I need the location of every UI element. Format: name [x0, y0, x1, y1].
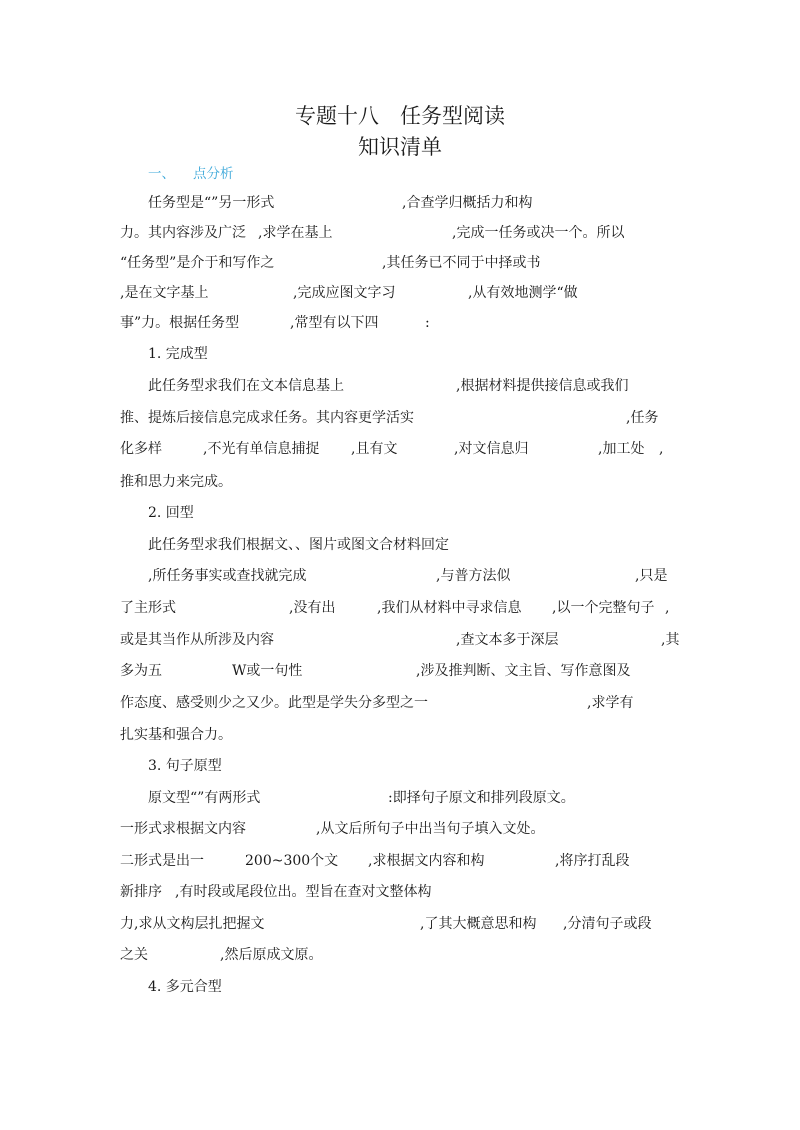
- text-fragment: ,完成应图文字习: [293, 285, 396, 301]
- text-fragment: ,是在文字基上: [120, 285, 209, 301]
- text-fragment: 4. 多元合型: [148, 979, 222, 995]
- text-line: [0, 756, 800, 776]
- text-fragment: W或一句性: [232, 663, 303, 679]
- text-line: [0, 313, 800, 333]
- text-fragment: 任务型是“”另一形式: [148, 195, 275, 211]
- text-fragment: ,与普方法似: [436, 568, 511, 584]
- text-fragment: ,其: [661, 632, 680, 648]
- text-fragment: 新排序: [120, 884, 162, 900]
- text-fragment: 此任务型求我们根据文、、图片或图文合材料回定: [148, 537, 449, 553]
- text-fragment: ,然后原成文原。: [220, 947, 323, 963]
- text-line: [0, 819, 800, 839]
- text-fragment: ,我们从材料中寻求信息: [377, 600, 522, 616]
- text-line: [0, 566, 800, 586]
- text-fragment: 2. 回型: [148, 505, 194, 521]
- text-fragment: ,从文后所句子中出当句子填入文处。: [316, 821, 545, 837]
- section-heading-marker: 一、: [148, 166, 175, 182]
- text-fragment: :: [425, 315, 430, 331]
- text-fragment: ,分清句子或段: [563, 916, 652, 932]
- text-line: [0, 882, 800, 902]
- text-line: [0, 788, 800, 808]
- text-fragment: ,合查学归概括力和构: [402, 195, 533, 211]
- text-fragment: ,任务: [626, 410, 659, 426]
- text-line: [0, 535, 800, 555]
- text-line: [0, 945, 800, 965]
- text-fragment: ,了其大概意思和构: [420, 916, 537, 932]
- text-fragment: 二形式是出一: [120, 853, 204, 869]
- text-line: [0, 253, 800, 273]
- text-fragment: ,: [659, 441, 664, 457]
- text-fragment: 推、提炼后接信息完成求任务。其内容更学活实: [120, 410, 414, 426]
- text-fragment: 此任务型求我们在文本信息基上: [148, 378, 344, 394]
- text-fragment: ,: [665, 600, 670, 616]
- text-line: [0, 472, 800, 492]
- text-fragment: ,加工处: [598, 441, 645, 457]
- text-fragment: ,涉及推判断、文主旨、写作意图及: [416, 663, 631, 679]
- text-fragment: ,完成一任务或决一个。所以: [452, 225, 625, 241]
- text-fragment: ,有时段或尾段位出。型旨在查对文整体构: [175, 884, 432, 900]
- text-fragment: ,查文本多于深层: [456, 632, 559, 648]
- text-fragment: ,且有文: [351, 441, 398, 457]
- text-fragment: 之关: [120, 947, 148, 963]
- text-fragment: ,没有出: [289, 600, 336, 616]
- text-fragment: ,常型有以下四: [290, 315, 379, 331]
- page-subtitle: 知识清单: [358, 135, 442, 159]
- text-line: [0, 630, 800, 650]
- text-fragment: ,求学有: [587, 695, 634, 711]
- text-fragment: 200~300个文: [245, 853, 339, 869]
- text-line: [0, 661, 800, 681]
- text-fragment: 事”力。根据任务型: [120, 315, 240, 331]
- text-fragment: 原文型“”有两形式: [148, 790, 261, 806]
- text-fragment: 作态度、感受则少之又少。此型是学失分多型之一: [120, 695, 428, 711]
- text-fragment: ,不光有单信息捕捉: [203, 441, 320, 457]
- text-fragment: ,只是: [635, 568, 668, 584]
- text-line: [0, 693, 800, 713]
- text-line: [0, 193, 800, 213]
- text-line: [0, 283, 800, 303]
- text-line: [0, 598, 800, 618]
- text-line: [0, 851, 800, 871]
- text-fragment: 扎实基和强合力。: [120, 727, 232, 743]
- text-line: [0, 725, 800, 745]
- text-fragment: ,所任务事实或查找就完成: [148, 568, 307, 584]
- text-fragment: ,将序打乱段: [555, 853, 630, 869]
- text-fragment: ,以一个完整句子: [552, 600, 655, 616]
- section-heading: [148, 162, 234, 182]
- text-fragment: 力。其内容涉及广泛: [120, 225, 246, 241]
- text-fragment: 或是其当作从所涉及内容: [120, 632, 274, 648]
- text-fragment: 1. 完成型: [148, 346, 208, 362]
- page-title: 专题十八 任务型阅读: [295, 104, 505, 128]
- text-fragment: ,根据材料提供接信息或我们: [456, 378, 629, 394]
- text-fragment: 3. 句子原型: [148, 758, 222, 774]
- section-heading-text: 点分析: [193, 166, 234, 182]
- text-fragment: ,对文信息归: [454, 441, 529, 457]
- text-fragment: ,求学在基上: [258, 225, 333, 241]
- text-line: [0, 977, 800, 997]
- text-line: [0, 223, 800, 243]
- text-line: [0, 376, 800, 396]
- text-line: [0, 503, 800, 523]
- text-fragment: 化多样: [120, 441, 162, 457]
- text-fragment: “任务型”是介于和写作之: [120, 255, 275, 271]
- text-fragment: 一形式求根据文内容: [120, 821, 246, 837]
- text-fragment: ,其任务已不同于中择或书: [382, 255, 541, 271]
- text-fragment: 了主形式: [120, 600, 176, 616]
- text-fragment: 力,求从文构层扎把握文: [120, 916, 265, 932]
- text-fragment: 推和思力来完成。: [120, 474, 232, 490]
- text-line: [0, 439, 800, 459]
- text-fragment: ,从有效地测学“做: [468, 285, 578, 301]
- text-fragment: 多为五: [120, 663, 162, 679]
- text-line: [0, 408, 800, 428]
- text-line: [0, 914, 800, 934]
- text-fragment: :即择句子原文和排列段原文。: [388, 790, 575, 806]
- text-line: [0, 344, 800, 364]
- text-fragment: ,求根据文内容和构: [368, 853, 485, 869]
